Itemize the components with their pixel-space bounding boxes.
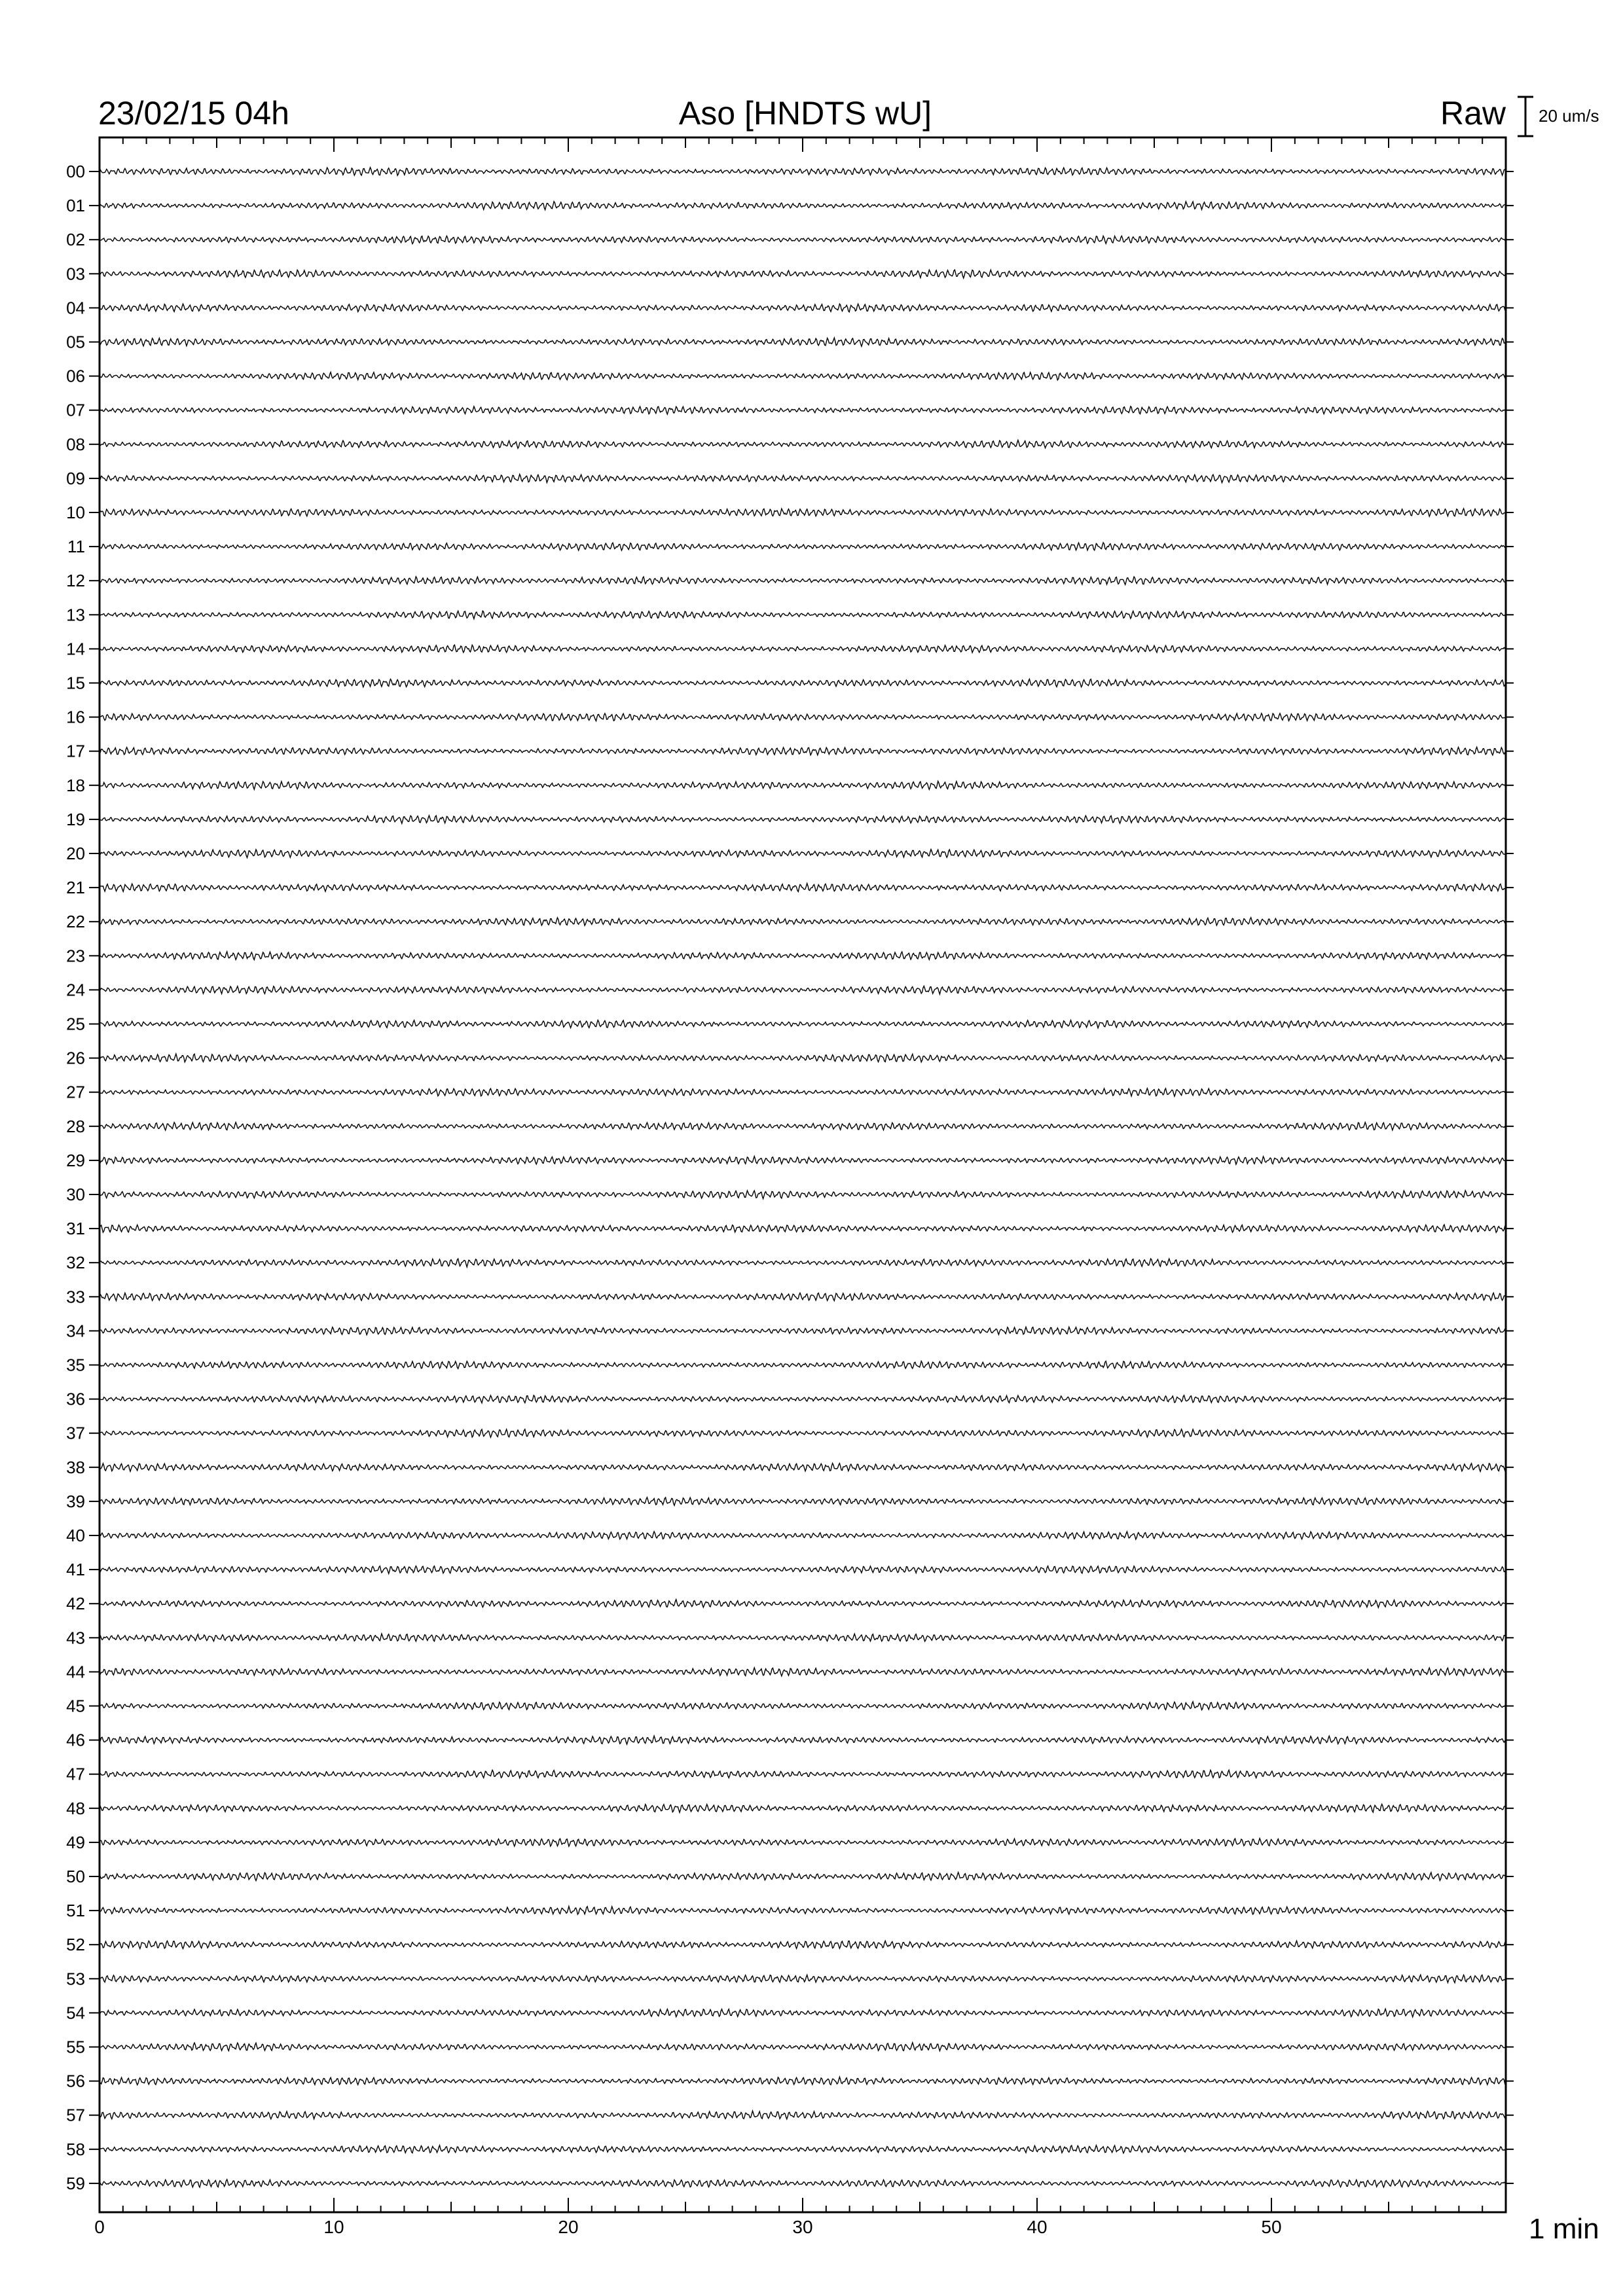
row-labels bbox=[66, 162, 1514, 2193]
row-label: 55 bbox=[66, 2037, 85, 2057]
trace-line bbox=[100, 611, 1506, 619]
row-label: 37 bbox=[66, 1423, 85, 1443]
row-label: 32 bbox=[66, 1253, 85, 1273]
row-label: 46 bbox=[66, 1730, 85, 1750]
row-label: 45 bbox=[66, 1696, 85, 1716]
trace-line bbox=[100, 304, 1506, 312]
row-label: 50 bbox=[66, 1867, 85, 1886]
row-label: 41 bbox=[66, 1560, 85, 1580]
trace-line bbox=[100, 1668, 1506, 1676]
row-label: 11 bbox=[67, 537, 85, 557]
row-label: 39 bbox=[66, 1491, 85, 1511]
x-tick-label: 20 bbox=[558, 2217, 579, 2237]
trace-line bbox=[100, 1873, 1506, 1881]
trace-line bbox=[100, 645, 1506, 653]
row-label: 15 bbox=[66, 673, 85, 693]
row-label: 58 bbox=[66, 2139, 85, 2159]
x-axis-label: 1 min bbox=[1529, 2213, 1599, 2245]
trace-line bbox=[100, 1736, 1506, 1744]
trace-line bbox=[100, 1600, 1506, 1607]
trace-line bbox=[100, 1225, 1506, 1232]
trace-line bbox=[100, 1907, 1506, 1914]
plot-frame bbox=[100, 137, 1506, 2212]
row-label: 57 bbox=[66, 2105, 85, 2125]
row-label: 07 bbox=[66, 400, 85, 420]
row-label: 59 bbox=[66, 2173, 85, 2193]
trace-line bbox=[100, 1804, 1506, 1813]
x-tick-label: 40 bbox=[1027, 2217, 1048, 2237]
row-label: 34 bbox=[66, 1321, 85, 1341]
trace-line bbox=[100, 1157, 1506, 1164]
row-label: 09 bbox=[66, 468, 85, 488]
row-label: 42 bbox=[66, 1594, 85, 1614]
trace-line bbox=[100, 2009, 1506, 2017]
trace-line bbox=[100, 1463, 1506, 1472]
trace-line bbox=[100, 543, 1506, 550]
trace-line bbox=[100, 509, 1506, 516]
trace-line bbox=[100, 2111, 1506, 2119]
row-label: 53 bbox=[66, 1969, 85, 1989]
trace-line bbox=[100, 1634, 1506, 1641]
trace-line bbox=[100, 168, 1506, 175]
trace-line bbox=[100, 1532, 1506, 1539]
row-label: 17 bbox=[66, 741, 85, 761]
trace-line bbox=[100, 850, 1506, 858]
trace-line bbox=[100, 2145, 1506, 2153]
trace-line bbox=[100, 1191, 1506, 1199]
trace-line bbox=[100, 952, 1506, 960]
trace-line bbox=[100, 202, 1506, 210]
row-label: 47 bbox=[66, 1764, 85, 1784]
trace-line bbox=[100, 1429, 1506, 1437]
row-label: 56 bbox=[66, 2071, 85, 2091]
row-label: 30 bbox=[66, 1185, 85, 1204]
trace-line bbox=[100, 781, 1506, 790]
trace-line bbox=[100, 1770, 1506, 1778]
bottom-tick-marks bbox=[100, 2198, 1506, 2212]
row-label: 04 bbox=[66, 298, 85, 318]
chart-title: Aso [HNDTS wU] bbox=[678, 95, 932, 132]
row-label: 21 bbox=[66, 878, 85, 898]
row-label: 12 bbox=[66, 571, 85, 591]
trace-line bbox=[100, 1702, 1506, 1710]
x-axis-tick-labels bbox=[94, 2217, 1281, 2237]
trace-line bbox=[100, 1088, 1506, 1096]
trace-line bbox=[100, 1054, 1506, 1062]
trace-line bbox=[100, 2179, 1506, 2187]
row-label: 23 bbox=[66, 946, 85, 966]
trace-line bbox=[100, 1566, 1506, 1574]
trace-line bbox=[100, 406, 1506, 414]
trace-line bbox=[100, 338, 1506, 346]
row-label: 18 bbox=[66, 775, 85, 795]
trace-line bbox=[100, 440, 1506, 449]
row-label: 19 bbox=[66, 809, 85, 829]
trace-line bbox=[100, 713, 1506, 721]
trace-line bbox=[100, 747, 1506, 755]
traces bbox=[100, 168, 1506, 2187]
row-label: 54 bbox=[66, 2003, 85, 2023]
row-label: 26 bbox=[66, 1048, 85, 1068]
row-label: 16 bbox=[66, 707, 85, 727]
row-label: 00 bbox=[66, 162, 85, 181]
trace-line bbox=[100, 1395, 1506, 1403]
trace-line bbox=[100, 577, 1506, 584]
trace-line bbox=[100, 1259, 1506, 1267]
trace-line bbox=[100, 1975, 1506, 1982]
row-label: 51 bbox=[66, 1901, 85, 1921]
row-label: 29 bbox=[66, 1150, 85, 1170]
row-label: 10 bbox=[66, 503, 85, 522]
row-label: 01 bbox=[66, 196, 85, 216]
trace-line bbox=[100, 1293, 1506, 1300]
top-tick-marks bbox=[100, 137, 1506, 152]
trace-line bbox=[100, 884, 1506, 892]
x-tick-label: 50 bbox=[1261, 2217, 1282, 2237]
row-label: 44 bbox=[66, 1662, 85, 1682]
row-label: 20 bbox=[66, 844, 85, 863]
row-label: 28 bbox=[66, 1116, 85, 1136]
trace-line bbox=[100, 270, 1506, 278]
row-label: 25 bbox=[66, 1014, 85, 1034]
row-label: 05 bbox=[66, 332, 85, 352]
x-tick-label: 30 bbox=[792, 2217, 813, 2237]
trace-line bbox=[100, 679, 1506, 687]
row-label: 02 bbox=[66, 230, 85, 250]
trace-line bbox=[100, 2077, 1506, 2085]
row-label: 33 bbox=[66, 1287, 85, 1307]
row-label: 31 bbox=[66, 1219, 85, 1239]
scale-label: 20 um/s bbox=[1539, 106, 1599, 126]
row-label: 03 bbox=[66, 264, 85, 284]
trace-line bbox=[100, 236, 1506, 244]
trace-line bbox=[100, 1122, 1506, 1130]
trace-line bbox=[100, 816, 1506, 823]
trace-line bbox=[100, 1839, 1506, 1846]
trace-line bbox=[100, 1020, 1506, 1028]
trace-line bbox=[100, 475, 1506, 483]
row-label: 08 bbox=[66, 434, 85, 454]
row-label: 52 bbox=[66, 1935, 85, 1955]
x-tick-label: 10 bbox=[323, 2217, 344, 2237]
row-label: 49 bbox=[66, 1832, 85, 1852]
trace-line bbox=[100, 986, 1506, 994]
row-label: 27 bbox=[66, 1082, 85, 1102]
trace-line bbox=[100, 1327, 1506, 1335]
row-label: 24 bbox=[66, 980, 85, 1000]
row-label: 38 bbox=[66, 1457, 85, 1477]
row-label: 43 bbox=[66, 1628, 85, 1648]
row-label: 14 bbox=[66, 639, 85, 659]
row-label: 40 bbox=[66, 1526, 85, 1545]
trace-line bbox=[100, 1361, 1506, 1369]
row-label: 48 bbox=[66, 1798, 85, 1818]
trace-line bbox=[100, 372, 1506, 380]
row-label: 35 bbox=[66, 1355, 85, 1375]
row-label: 36 bbox=[66, 1389, 85, 1409]
mode-label: Raw bbox=[1440, 95, 1506, 132]
trace-line bbox=[100, 1498, 1506, 1506]
chart-datetime: 23/02/15 04h bbox=[98, 95, 289, 132]
row-label: 22 bbox=[66, 912, 85, 932]
x-tick-label: 0 bbox=[94, 2217, 105, 2237]
row-label: 13 bbox=[66, 605, 85, 625]
trace-line bbox=[100, 1941, 1506, 1948]
trace-line bbox=[100, 918, 1506, 925]
scale-bar bbox=[1518, 97, 1533, 136]
trace-line bbox=[100, 2043, 1506, 2051]
row-label: 06 bbox=[66, 366, 85, 386]
